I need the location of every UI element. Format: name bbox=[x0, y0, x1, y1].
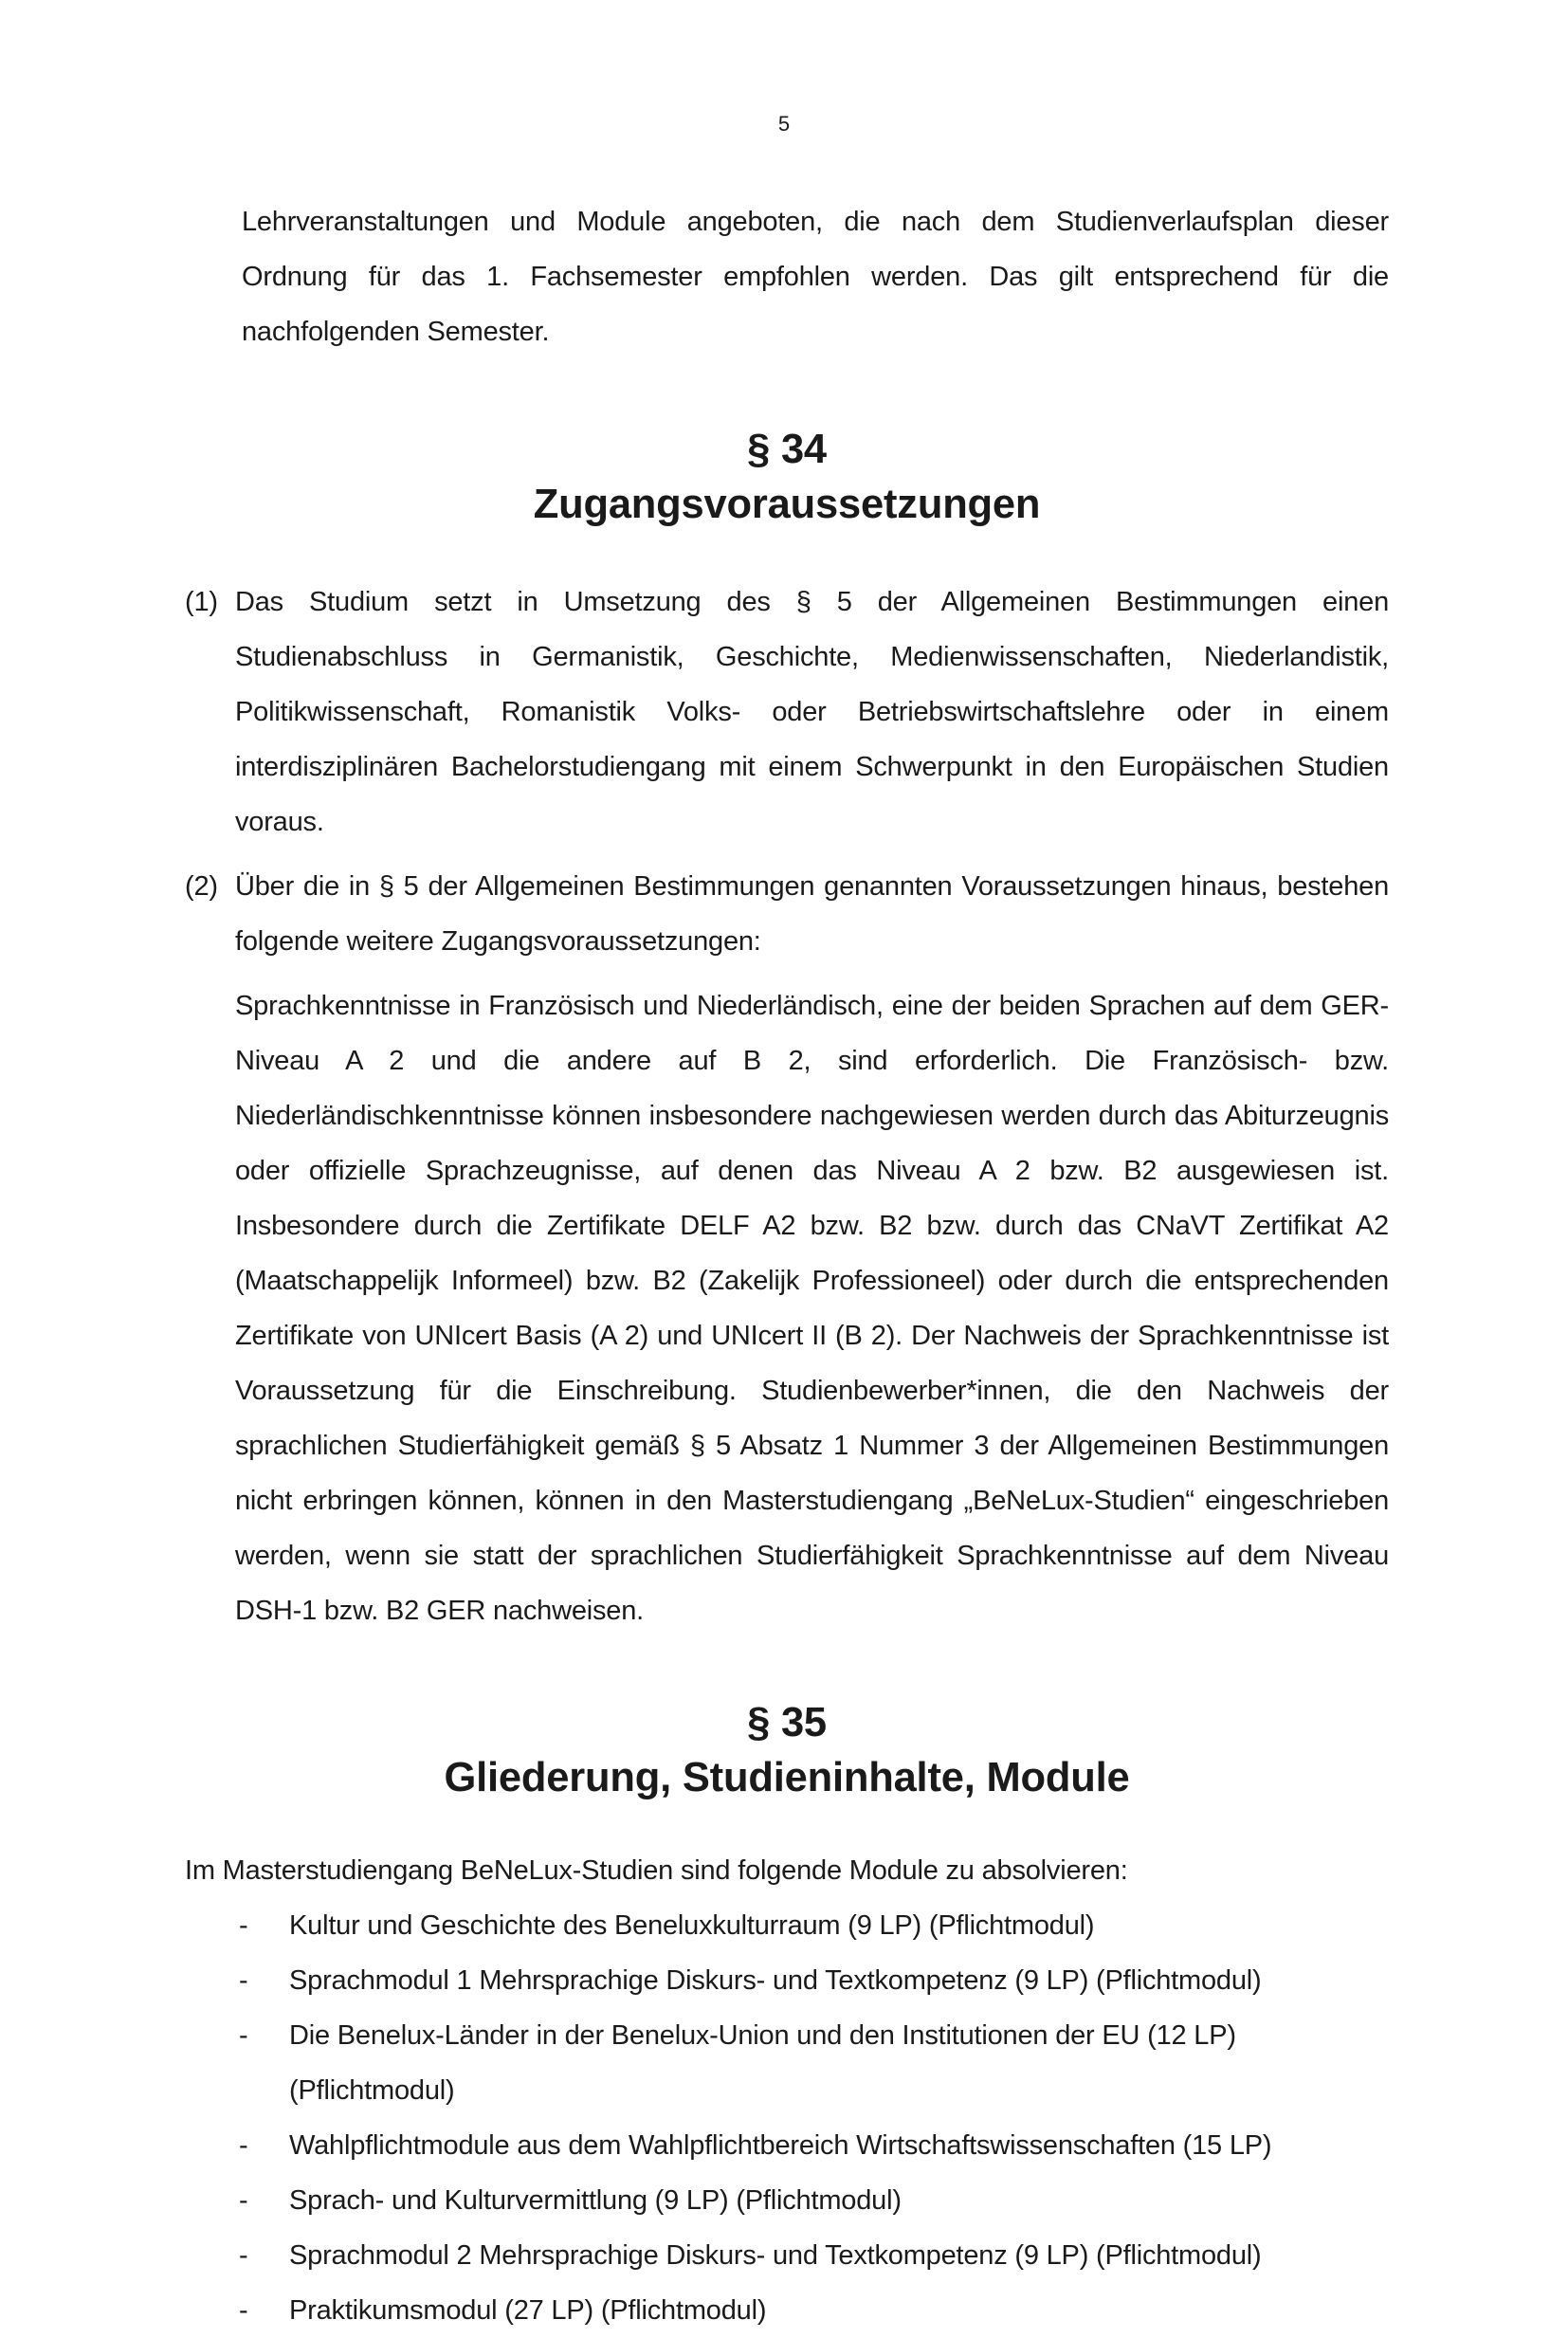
list-dash: - bbox=[239, 2240, 248, 2271]
module-label: Kultur und Geschichte des Beneluxkulturraum (9 LP) (Pflichtmodul) bbox=[289, 1910, 1095, 1941]
list-dash: - bbox=[239, 2295, 248, 2326]
module-label: Sprachmodul 2 Mehrsprachige Diskurs- und Textkompetenz (9 LP) (Pflichtmodul) bbox=[289, 2240, 1262, 2271]
modules-intro: Im Masterstudiengang BeNeLux-Studien sind folgende Module zu absolvieren: bbox=[185, 1855, 1128, 1886]
module-label: Sprach- und Kulturvermittlung (9 LP) (Pflichtmodul) bbox=[289, 2185, 902, 2216]
paragraph-number: (2) bbox=[185, 871, 218, 902]
module-label: Praktikumsmodul (27 LP) (Pflichtmodul) bbox=[289, 2295, 767, 2326]
list-dash: - bbox=[239, 2020, 248, 2051]
section-35-title: Gliederung, Studieninhalte, Module bbox=[444, 1755, 1130, 1800]
list-item bbox=[185, 2173, 1389, 2228]
module-list bbox=[185, 1898, 1389, 2338]
paragraph-number: (1) bbox=[185, 587, 218, 617]
list-dash: - bbox=[239, 1910, 248, 1941]
paragraph-text: Das Studium setzt in Umsetzung des § 5 der Allgemeinen Bestimmungen einen Studienabschluss in Germanistik, Geschichte, Medienwissenschaften, Niederlandistik, Politikwissenschaft, Romanistik Volks- oder Betriebswirtschaftslehre oder in einem interdisziplinären Bachelorstudiengang mit einem Schwerpunkt in den Europäischen Studien voraus. bbox=[235, 587, 1389, 837]
module-label: Wahlpflichtmodule aus dem Wahlpflichtbereich Wirtschaftswissenschaften (15 LP) bbox=[289, 2130, 1272, 2161]
list-dash: - bbox=[239, 2130, 248, 2161]
list-dash: - bbox=[239, 1965, 248, 1996]
list-item bbox=[185, 1898, 1389, 1953]
section-34-number: § 34 bbox=[747, 427, 827, 472]
section-35-number: § 35 bbox=[747, 1700, 827, 1745]
list-item bbox=[185, 2228, 1389, 2283]
section-34-paragraph-1 bbox=[185, 575, 1389, 849]
module-label: Sprachmodul 1 Mehrsprachige Diskurs- und Textkompetenz (9 LP) (Pflichtmodul) bbox=[289, 1965, 1262, 1996]
list-item bbox=[185, 2118, 1389, 2173]
page-number: 5 bbox=[777, 112, 791, 136]
module-label: Die Benelux-Länder in der Benelux-Union und den Institutionen der EU (12 LP) (Pflichtmodul) bbox=[289, 2020, 1236, 2106]
intro-paragraph: Lehrveranstaltungen und Module angeboten, die nach dem Studienverlaufsplan dieser Ordnung für das 1. Fachsemester empfohlen werden. Das gilt entsprechend für die nachfolgenden Semester. bbox=[242, 207, 1389, 347]
list-dash: - bbox=[239, 2185, 248, 2216]
list-item bbox=[185, 2008, 1389, 2118]
section-34-heading bbox=[185, 422, 1389, 532]
list-item bbox=[185, 1953, 1389, 2008]
section-34-title: Zugangsvoraussetzungen bbox=[533, 482, 1041, 527]
section-34-paragraph-2 bbox=[185, 859, 1389, 969]
language-requirements-text: Sprachkenntnisse in Französisch und Niederländisch, eine der beiden Sprachen auf dem GER-Niveau A 2 und die andere auf B 2, sind erforderlich. Die Französisch- bzw. Niederländischkenntnisse können insbesondere nachgewiesen werden durch das Abiturzeugnis oder offizielle Sprachzeugnisse, auf denen das Niveau A 2 bzw. B2 ausgewiesen ist. Insbesondere durch die Zertifikate DELF A2 bzw. B2 bzw. durch das CNaVT Zertifikat A2 (Maatschappelijk Informeel) bzw. B2 (Zakelijk Professioneel) oder durch die entsprechenden Zertifikate von UNIcert Basis (A 2) und UNIcert II (B 2). Der Nachweis der Sprachkenntnisse ist Voraussetzung für die Einschreibung. Studienbewerber*innen, die den Nachweis der sprachlichen Studierfähigkeit gemäß § 5 Absatz 1 Nummer 3 der Allgemeinen Bestimmungen nicht erbringen können, können in den Masterstudiengang „BeNeLux-Studien“ eingeschrieben werden, wenn sie statt der sprachlichen Studierfähigkeit Sprachkenntnisse auf dem Niveau DSH-1 bzw. B2 GER nachweisen. bbox=[235, 991, 1389, 1626]
page-content bbox=[185, 194, 1389, 2338]
section-35-heading bbox=[185, 1695, 1389, 1805]
list-item bbox=[185, 2283, 1389, 2338]
paragraph-text: Über die in § 5 der Allgemeinen Bestimmungen genannten Voraussetzungen hinaus, bestehen folgende weitere Zugangsvoraussetzungen: bbox=[235, 871, 1389, 957]
